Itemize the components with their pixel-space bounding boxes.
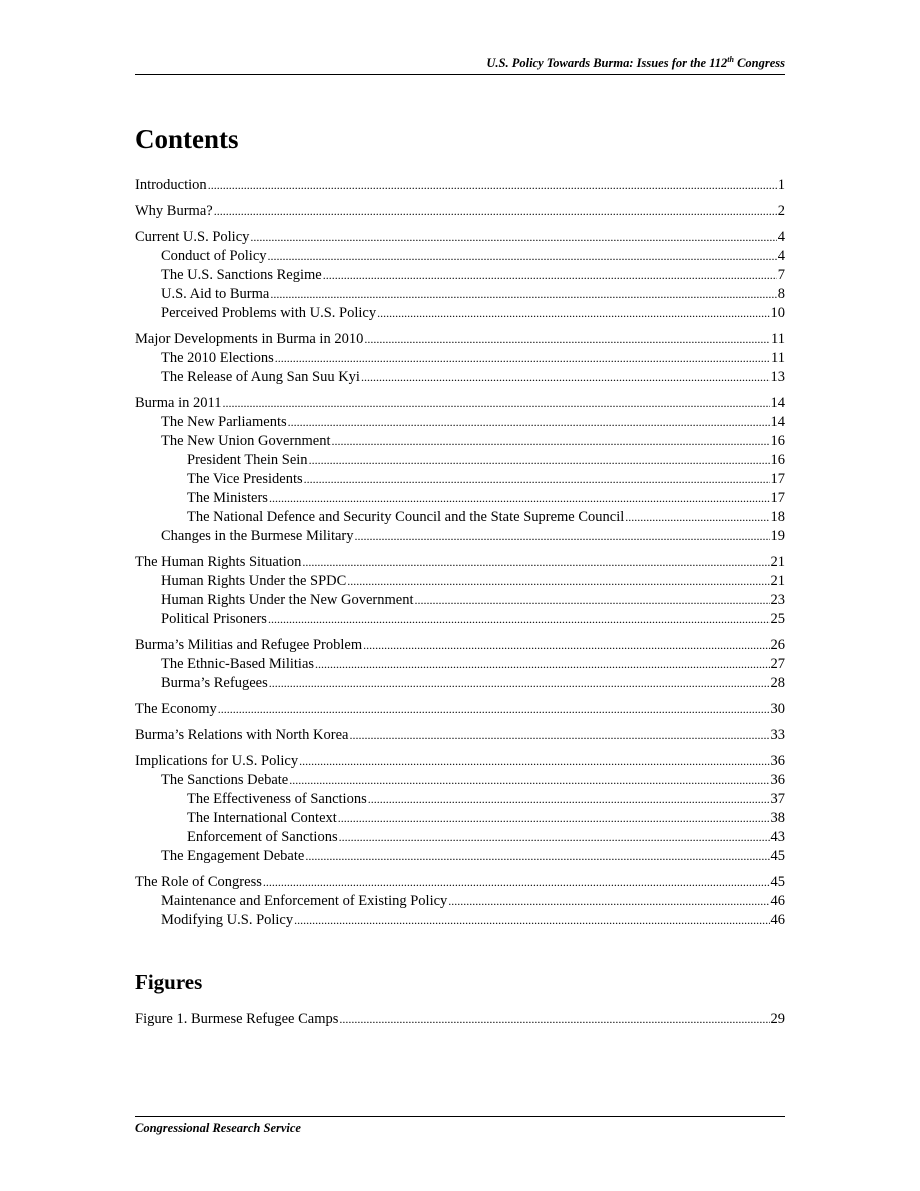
entry-page-number: 8	[777, 286, 785, 302]
entry-page-number: 16	[770, 433, 785, 449]
toc-entry[interactable]	[135, 266, 785, 285]
dot-leader	[323, 266, 777, 285]
entry-title: The Sanctions Debate	[161, 772, 289, 788]
dot-leader	[269, 489, 770, 508]
entry-title: Enforcement of Sanctions	[187, 829, 338, 845]
entry-page-number: 36	[770, 753, 785, 769]
toc-entry[interactable]	[135, 771, 785, 790]
entry-page-number: 11	[771, 350, 785, 366]
entry-title: Major Developments in Burma in 2010	[135, 331, 364, 347]
list-of-figures	[135, 1010, 785, 1029]
entry-page-number: 11	[771, 331, 785, 347]
entry-title: The New Parliaments	[161, 414, 287, 430]
entry-title: Figure 1. Burmese Refugee Camps	[135, 1011, 339, 1027]
toc-entry[interactable]	[135, 828, 785, 847]
dot-leader	[363, 636, 769, 655]
dot-leader	[302, 553, 769, 572]
toc-entry[interactable]	[135, 572, 785, 591]
dot-leader	[289, 771, 769, 790]
toc-entry[interactable]	[135, 394, 785, 413]
entry-page-number: 21	[770, 554, 785, 570]
toc-entry[interactable]	[135, 228, 785, 247]
dot-leader	[305, 847, 769, 866]
toc-entry[interactable]	[135, 202, 785, 221]
entry-title: The Effectiveness of Sanctions	[187, 791, 367, 807]
figures-heading: Figures	[135, 970, 203, 994]
toc-entry[interactable]	[135, 508, 785, 527]
entry-page-number: 18	[770, 509, 785, 525]
entry-page-number: 36	[770, 772, 785, 788]
page-footer	[135, 1116, 785, 1136]
dot-leader	[304, 470, 770, 489]
entry-page-number: 37	[770, 791, 785, 807]
toc-entry[interactable]	[135, 591, 785, 610]
toc-entry[interactable]	[135, 451, 785, 470]
toc-entry[interactable]	[135, 911, 785, 930]
entry-title: The National Defence and Security Council and the State Supreme Council	[187, 509, 625, 525]
dot-leader	[288, 413, 770, 432]
dot-leader	[250, 228, 776, 247]
dot-leader	[315, 655, 769, 674]
toc-entry[interactable]	[135, 809, 785, 828]
dot-leader	[299, 752, 769, 771]
dot-leader	[338, 809, 770, 828]
dot-leader	[270, 285, 776, 304]
entry-title: The Release of Aung San Suu Kyi	[161, 369, 360, 385]
entry-page-number: 17	[770, 471, 785, 487]
running-header-title-tail: Congress	[733, 56, 785, 71]
entry-page-number: 14	[770, 414, 785, 430]
toc-entry[interactable]	[135, 636, 785, 655]
toc-entry[interactable]	[135, 847, 785, 866]
entry-page-number: 19	[770, 528, 785, 544]
running-header	[135, 55, 785, 75]
toc-entry[interactable]	[135, 610, 785, 629]
toc-entry[interactable]	[135, 700, 785, 719]
entry-page-number: 33	[770, 727, 785, 743]
entry-title: Modifying U.S. Policy	[161, 912, 294, 928]
toc-entry[interactable]	[135, 470, 785, 489]
table-of-contents	[135, 176, 785, 930]
dot-leader	[415, 591, 770, 610]
dot-leader	[332, 432, 770, 451]
entry-page-number: 4	[777, 248, 785, 264]
toc-entry[interactable]	[135, 674, 785, 693]
toc-entry[interactable]	[135, 892, 785, 911]
entry-title: The Economy	[135, 701, 217, 717]
entry-title: Introduction	[135, 177, 207, 193]
dot-leader	[218, 700, 770, 719]
toc-entry[interactable]	[135, 527, 785, 546]
entry-title: The U.S. Sanctions Regime	[161, 267, 322, 283]
dot-leader	[339, 1010, 769, 1029]
entry-page-number: 7	[777, 267, 785, 283]
toc-entry[interactable]	[135, 655, 785, 674]
dot-leader	[222, 394, 769, 413]
entry-title: The 2010 Elections	[161, 350, 274, 366]
contents-heading: Contents	[135, 124, 239, 154]
entry-title: Burma’s Relations with North Korea	[135, 727, 349, 743]
entry-title: Human Rights Under the New Government	[161, 592, 414, 608]
entry-page-number: 17	[770, 490, 785, 506]
dot-leader	[448, 892, 769, 911]
entry-page-number: 29	[770, 1011, 785, 1027]
toc-entry[interactable]	[135, 790, 785, 809]
entry-page-number: 13	[770, 369, 785, 385]
toc-entry[interactable]	[135, 726, 785, 745]
entry-title: Conduct of Policy	[161, 248, 267, 264]
entry-page-number: 30	[770, 701, 785, 717]
toc-entry[interactable]	[135, 413, 785, 432]
dot-leader	[214, 202, 777, 221]
entry-page-number: 43	[770, 829, 785, 845]
toc-entry[interactable]	[135, 247, 785, 266]
figure-entry[interactable]	[135, 1010, 785, 1029]
toc-entry[interactable]	[135, 285, 785, 304]
entry-title: U.S. Aid to Burma	[161, 286, 270, 302]
entry-title: The Role of Congress	[135, 874, 262, 890]
entry-page-number: 27	[770, 656, 785, 672]
entry-page-number: 45	[770, 874, 785, 890]
dot-leader	[269, 674, 770, 693]
dot-leader	[377, 304, 769, 323]
entry-title: Political Prisoners	[161, 611, 267, 627]
entry-title: Why Burma?	[135, 203, 213, 219]
dot-leader	[625, 508, 769, 527]
dot-leader	[268, 610, 770, 629]
entry-title: Current U.S. Policy	[135, 229, 250, 245]
entry-page-number: 1	[777, 177, 785, 193]
entry-title: Perceived Problems with U.S. Policy	[161, 305, 377, 321]
dot-leader	[309, 451, 770, 470]
entry-title: Human Rights Under the SPDC	[161, 573, 347, 589]
dot-leader	[268, 247, 777, 266]
running-header-superscript: th	[727, 55, 734, 64]
entry-title: The Human Rights Situation	[135, 554, 302, 570]
entry-page-number: 2	[777, 203, 785, 219]
toc-entry[interactable]	[135, 873, 785, 892]
entry-page-number: 46	[770, 912, 785, 928]
entry-page-number: 23	[770, 592, 785, 608]
toc-entry[interactable]	[135, 553, 785, 572]
entry-title: The Ministers	[187, 490, 268, 506]
entry-title: Burma’s Refugees	[161, 675, 268, 691]
entry-page-number: 4	[777, 229, 785, 245]
dot-leader	[364, 330, 770, 349]
entry-title: The Vice Presidents	[187, 471, 303, 487]
dot-leader	[368, 790, 770, 809]
toc-entry[interactable]	[135, 368, 785, 387]
entry-title: President Thein Sein	[187, 452, 308, 468]
entry-title: The International Context	[187, 810, 337, 826]
entry-page-number: 21	[770, 573, 785, 589]
toc-entry[interactable]	[135, 176, 785, 195]
toc-entry[interactable]	[135, 752, 785, 771]
dot-leader	[208, 176, 777, 195]
entry-page-number: 26	[770, 637, 785, 653]
entry-page-number: 46	[770, 893, 785, 909]
entry-page-number: 25	[770, 611, 785, 627]
entry-title: Maintenance and Enforcement of Existing Policy	[161, 893, 448, 909]
running-header-title: U.S. Policy Towards Burma: Issues for the 112	[486, 56, 728, 71]
entry-page-number: 10	[770, 305, 785, 321]
dot-leader	[263, 873, 770, 892]
entry-title: The Engagement Debate	[161, 848, 305, 864]
entry-title: Burma’s Militias and Refugee Problem	[135, 637, 363, 653]
entry-title: Implications for U.S. Policy	[135, 753, 299, 769]
dot-leader	[275, 349, 770, 368]
entry-title: The Ethnic-Based Militias	[161, 656, 315, 672]
toc-entry[interactable]	[135, 489, 785, 508]
dot-leader	[349, 726, 769, 745]
entry-page-number: 45	[770, 848, 785, 864]
entry-page-number: 28	[770, 675, 785, 691]
entry-title: The New Union Government	[161, 433, 331, 449]
toc-entry[interactable]	[135, 432, 785, 451]
toc-entry[interactable]	[135, 330, 785, 349]
toc-entry[interactable]	[135, 304, 785, 323]
toc-entry[interactable]	[135, 349, 785, 368]
footer-text: Congressional Research Service	[135, 1121, 301, 1135]
dot-leader	[294, 911, 769, 930]
dot-leader	[339, 828, 770, 847]
entry-page-number: 14	[770, 395, 785, 411]
dot-leader	[355, 527, 770, 546]
entry-page-number: 16	[770, 452, 785, 468]
entry-title: Burma in 2011	[135, 395, 222, 411]
dot-leader	[347, 572, 769, 591]
dot-leader	[361, 368, 770, 387]
entry-page-number: 38	[770, 810, 785, 826]
entry-title: Changes in the Burmese Military	[161, 528, 354, 544]
